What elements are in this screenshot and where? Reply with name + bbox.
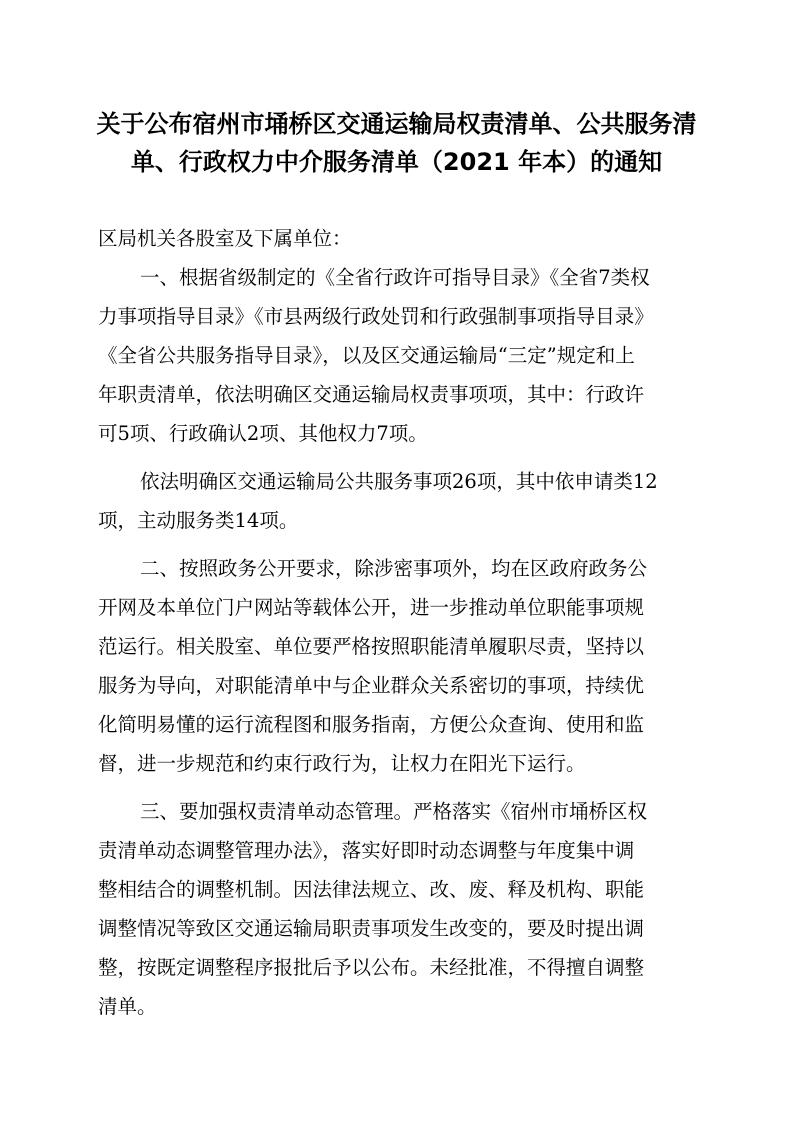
- document-title-line-2: 单、行政权力中介服务清单（2021 年本）的通知: [130, 148, 663, 176]
- paragraph-line: 清单。: [98, 995, 157, 1018]
- paragraph-line: 可5项、行政确认2项、其他权力7项。: [98, 422, 428, 445]
- paragraph-line: 依法明确区交通运输局公共服务事项26项，其中依申请类12: [140, 470, 658, 493]
- paragraph-line: 化简明易懂的运行流程图和服务指南，方便公众查询、使用和监: [98, 713, 645, 736]
- paragraph-line: 范运行。相关股室、单位要严格按照职能清单履职尽责，坚持以: [98, 635, 645, 658]
- paragraph-line: 力事项指导目录》《市县两级行政处罚和行政强制事项指导目录》: [98, 305, 654, 328]
- salutation: 区局机关各股室及下属单位：: [98, 227, 352, 250]
- document-title-line-1: 关于公布宿州市埇桥区交通运输局权责清单、公共服务清: [96, 110, 697, 138]
- paragraph-line: 三、要加强权责清单动态管理。严格落实《宿州市埇桥区权: [140, 800, 648, 823]
- paragraph-line: 服务为导向，对职能清单中与企业群众关系密切的事项，持续优: [98, 674, 645, 697]
- paragraph-line: 项，主动服务类14项。: [98, 509, 299, 532]
- paragraph-line: 责清单动态调整管理办法》，落实好即时动态调整与年度集中调: [98, 839, 635, 862]
- paragraph-line: 整相结合的调整机制。因法律法规立、改、废、释及机构、职能: [98, 878, 645, 901]
- paragraph-line: 督，进一步规范和约束行政行为，让权力在阳光下运行。: [98, 752, 586, 775]
- paragraph-line: 一、根据省级制定的《全省行政许可指导目录》《全省7类权: [140, 266, 650, 289]
- paragraph-line: 年职责清单，依法明确区交通运输局权责事项项，其中：行政许: [98, 383, 645, 406]
- paragraph-line: 调整情况等致区交通运输局职责事项发生改变的，要及时提出调: [98, 917, 645, 940]
- paragraph-line: 开网及本单位门户网站等载体公开，进一步推动单位职能事项规: [98, 596, 645, 619]
- paragraph-line: 整，按既定调整程序报批后予以公布。未经批准，不得擅自调整: [98, 956, 645, 979]
- paragraph-line: 二、按照政务公开要求，除涉密事项外，均在区政府政务公: [140, 557, 648, 580]
- paragraph-line: 《全省公共服务指导目录》，以及区交通运输局“三定”规定和上: [98, 344, 635, 367]
